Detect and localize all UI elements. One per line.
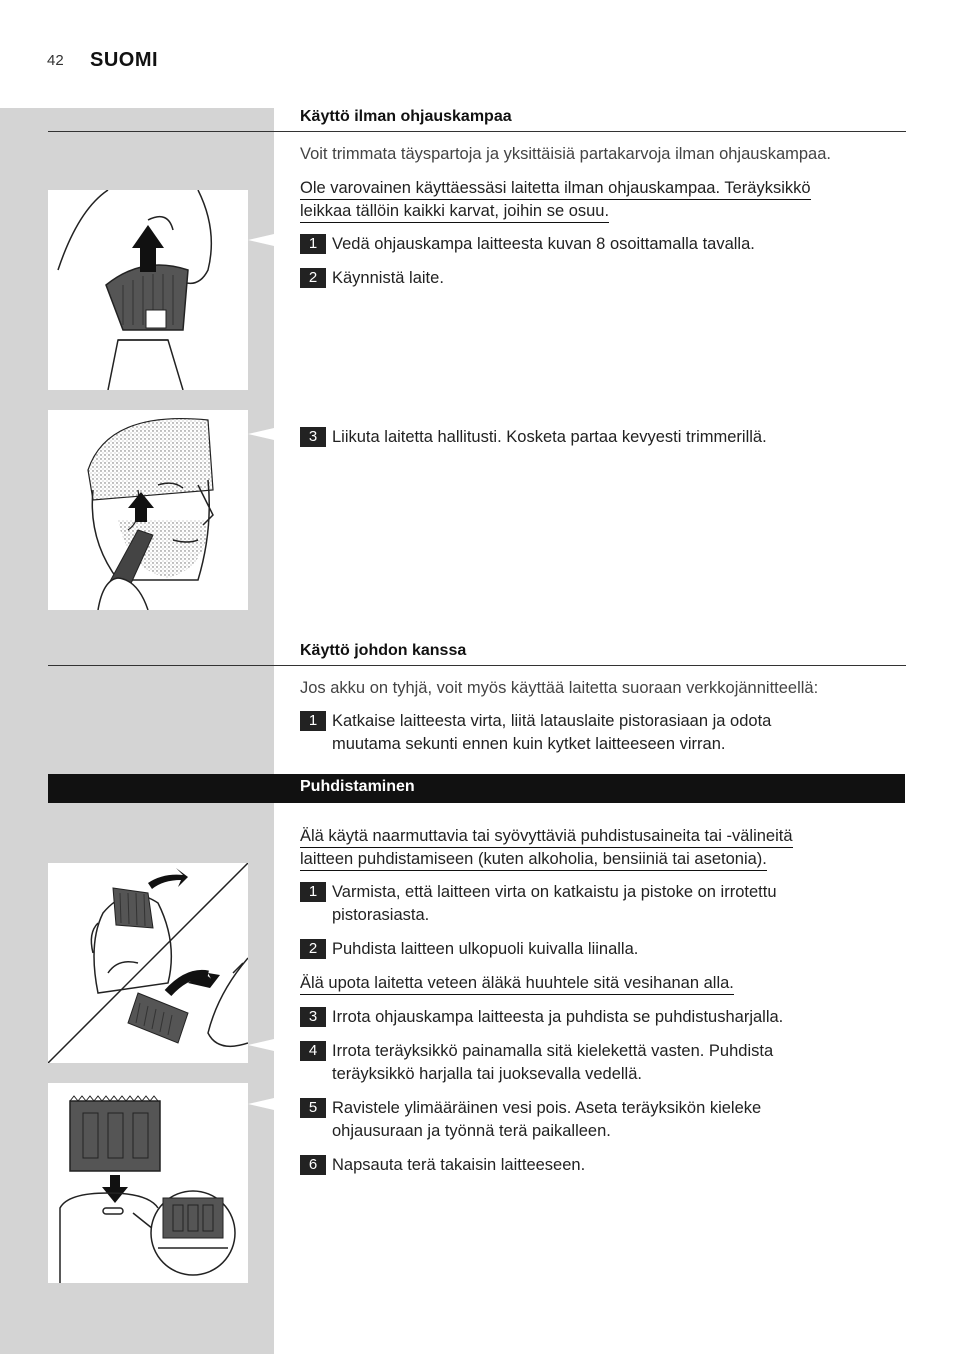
step-number: 5 xyxy=(300,1098,326,1118)
step-line: muutama sekunti ennen kuin kytket laitteeseen virran. xyxy=(332,735,726,753)
step-line: Katkaise laitteesta virta, liitä latauslaite pistorasiaan ja odota xyxy=(332,712,772,730)
step-text xyxy=(332,881,892,927)
callout-pointer xyxy=(248,234,274,246)
section-heading-with-cord: Käyttö johdon kanssa xyxy=(300,642,467,659)
step-line: pistorasiasta. xyxy=(332,906,430,924)
warning-line: laitteen puhdistamiseen (kuten alkoholia, bensiiniä tai asetonia). xyxy=(300,848,767,871)
section-heading-cleaning: Puhdistaminen xyxy=(300,778,415,795)
step-number: 2 xyxy=(300,268,326,288)
step-text: Napsauta terä takaisin laitteeseen. xyxy=(332,1156,586,1174)
callout-pointer xyxy=(248,1098,274,1110)
warning-line: Älä upota laitetta veteen äläkä huuhtele sitä vesihanan alla. xyxy=(300,972,734,995)
step-line: Varmista, että laitteen virta on katkaistu ja pistoke on irrotettu xyxy=(332,883,777,901)
step-line: ohjausuraan ja työnnä terä paikalleen. xyxy=(332,1122,611,1140)
reattach-cutting-unit-illustration xyxy=(48,1083,248,1283)
step-text: Vedä ohjauskampa laitteesta kuvan 8 osoittamalla tavalla. xyxy=(332,235,755,253)
step-text xyxy=(332,1097,892,1143)
step-text xyxy=(332,1040,892,1086)
warning-paragraph xyxy=(300,825,900,871)
step-number: 6 xyxy=(300,1155,326,1175)
detach-cutting-unit-illustration xyxy=(48,863,248,1063)
page-number: 42 xyxy=(47,52,64,69)
warning-paragraph xyxy=(300,177,900,223)
warning-line: leikkaa tällöin kaikki karvat, joihin se osuu. xyxy=(300,200,609,223)
man-trimming-beard-illustration xyxy=(48,410,248,610)
step-line: teräyksikkö harjalla tai juoksevalla vedellä. xyxy=(332,1065,642,1083)
callout-pointer xyxy=(248,1039,274,1051)
warning-line: Ole varovainen käyttäessäsi laitetta ilman ohjauskampaa. Teräyksikkö xyxy=(300,177,811,200)
language-title: SUOMI xyxy=(90,49,159,71)
step-text: Irrota ohjauskampa laitteesta ja puhdista se puhdistusharjalla. xyxy=(332,1008,784,1026)
callout-pointer xyxy=(248,428,274,440)
step-line: Irrota teräyksikkö painamalla sitä kielekettä vasten. Puhdista xyxy=(332,1042,774,1060)
step-text: Puhdista laitteen ulkopuoli kuivalla liinalla. xyxy=(332,940,639,958)
step-text: Liikuta laitetta hallitusti. Kosketa partaa kevyesti trimmerillä. xyxy=(332,428,767,446)
step-number: 3 xyxy=(300,1007,326,1027)
step-line: Ravistele ylimääräinen vesi pois. Aseta teräyksikön kieleke xyxy=(332,1099,762,1117)
step-number: 2 xyxy=(300,939,326,959)
step-number: 1 xyxy=(300,711,326,731)
step-number: 4 xyxy=(300,1041,326,1061)
section-divider xyxy=(48,131,906,132)
section-divider xyxy=(48,665,906,666)
step-text: Käynnistä laite. xyxy=(332,269,444,287)
section-heading-without-comb: Käyttö ilman ohjauskampaa xyxy=(300,108,512,125)
section-heading-bar-cleaning xyxy=(48,774,905,803)
warning-line: Älä käytä naarmuttavia tai syövyttäviä puhdistusaineita tai -välineitä xyxy=(300,825,793,848)
intro-paragraph: Jos akku on tyhjä, voit myös käyttää laitetta suoraan verkkojännitteellä: xyxy=(300,679,819,697)
comb-removal-illustration xyxy=(48,190,248,390)
warning-paragraph xyxy=(300,972,900,995)
step-text xyxy=(332,710,892,756)
step-number: 1 xyxy=(300,882,326,902)
step-number: 1 xyxy=(300,234,326,254)
intro-paragraph: Voit trimmata täyspartoja ja yksittäisiä partakarvoja ilman ohjauskampaa. xyxy=(300,145,831,163)
step-number: 3 xyxy=(300,427,326,447)
